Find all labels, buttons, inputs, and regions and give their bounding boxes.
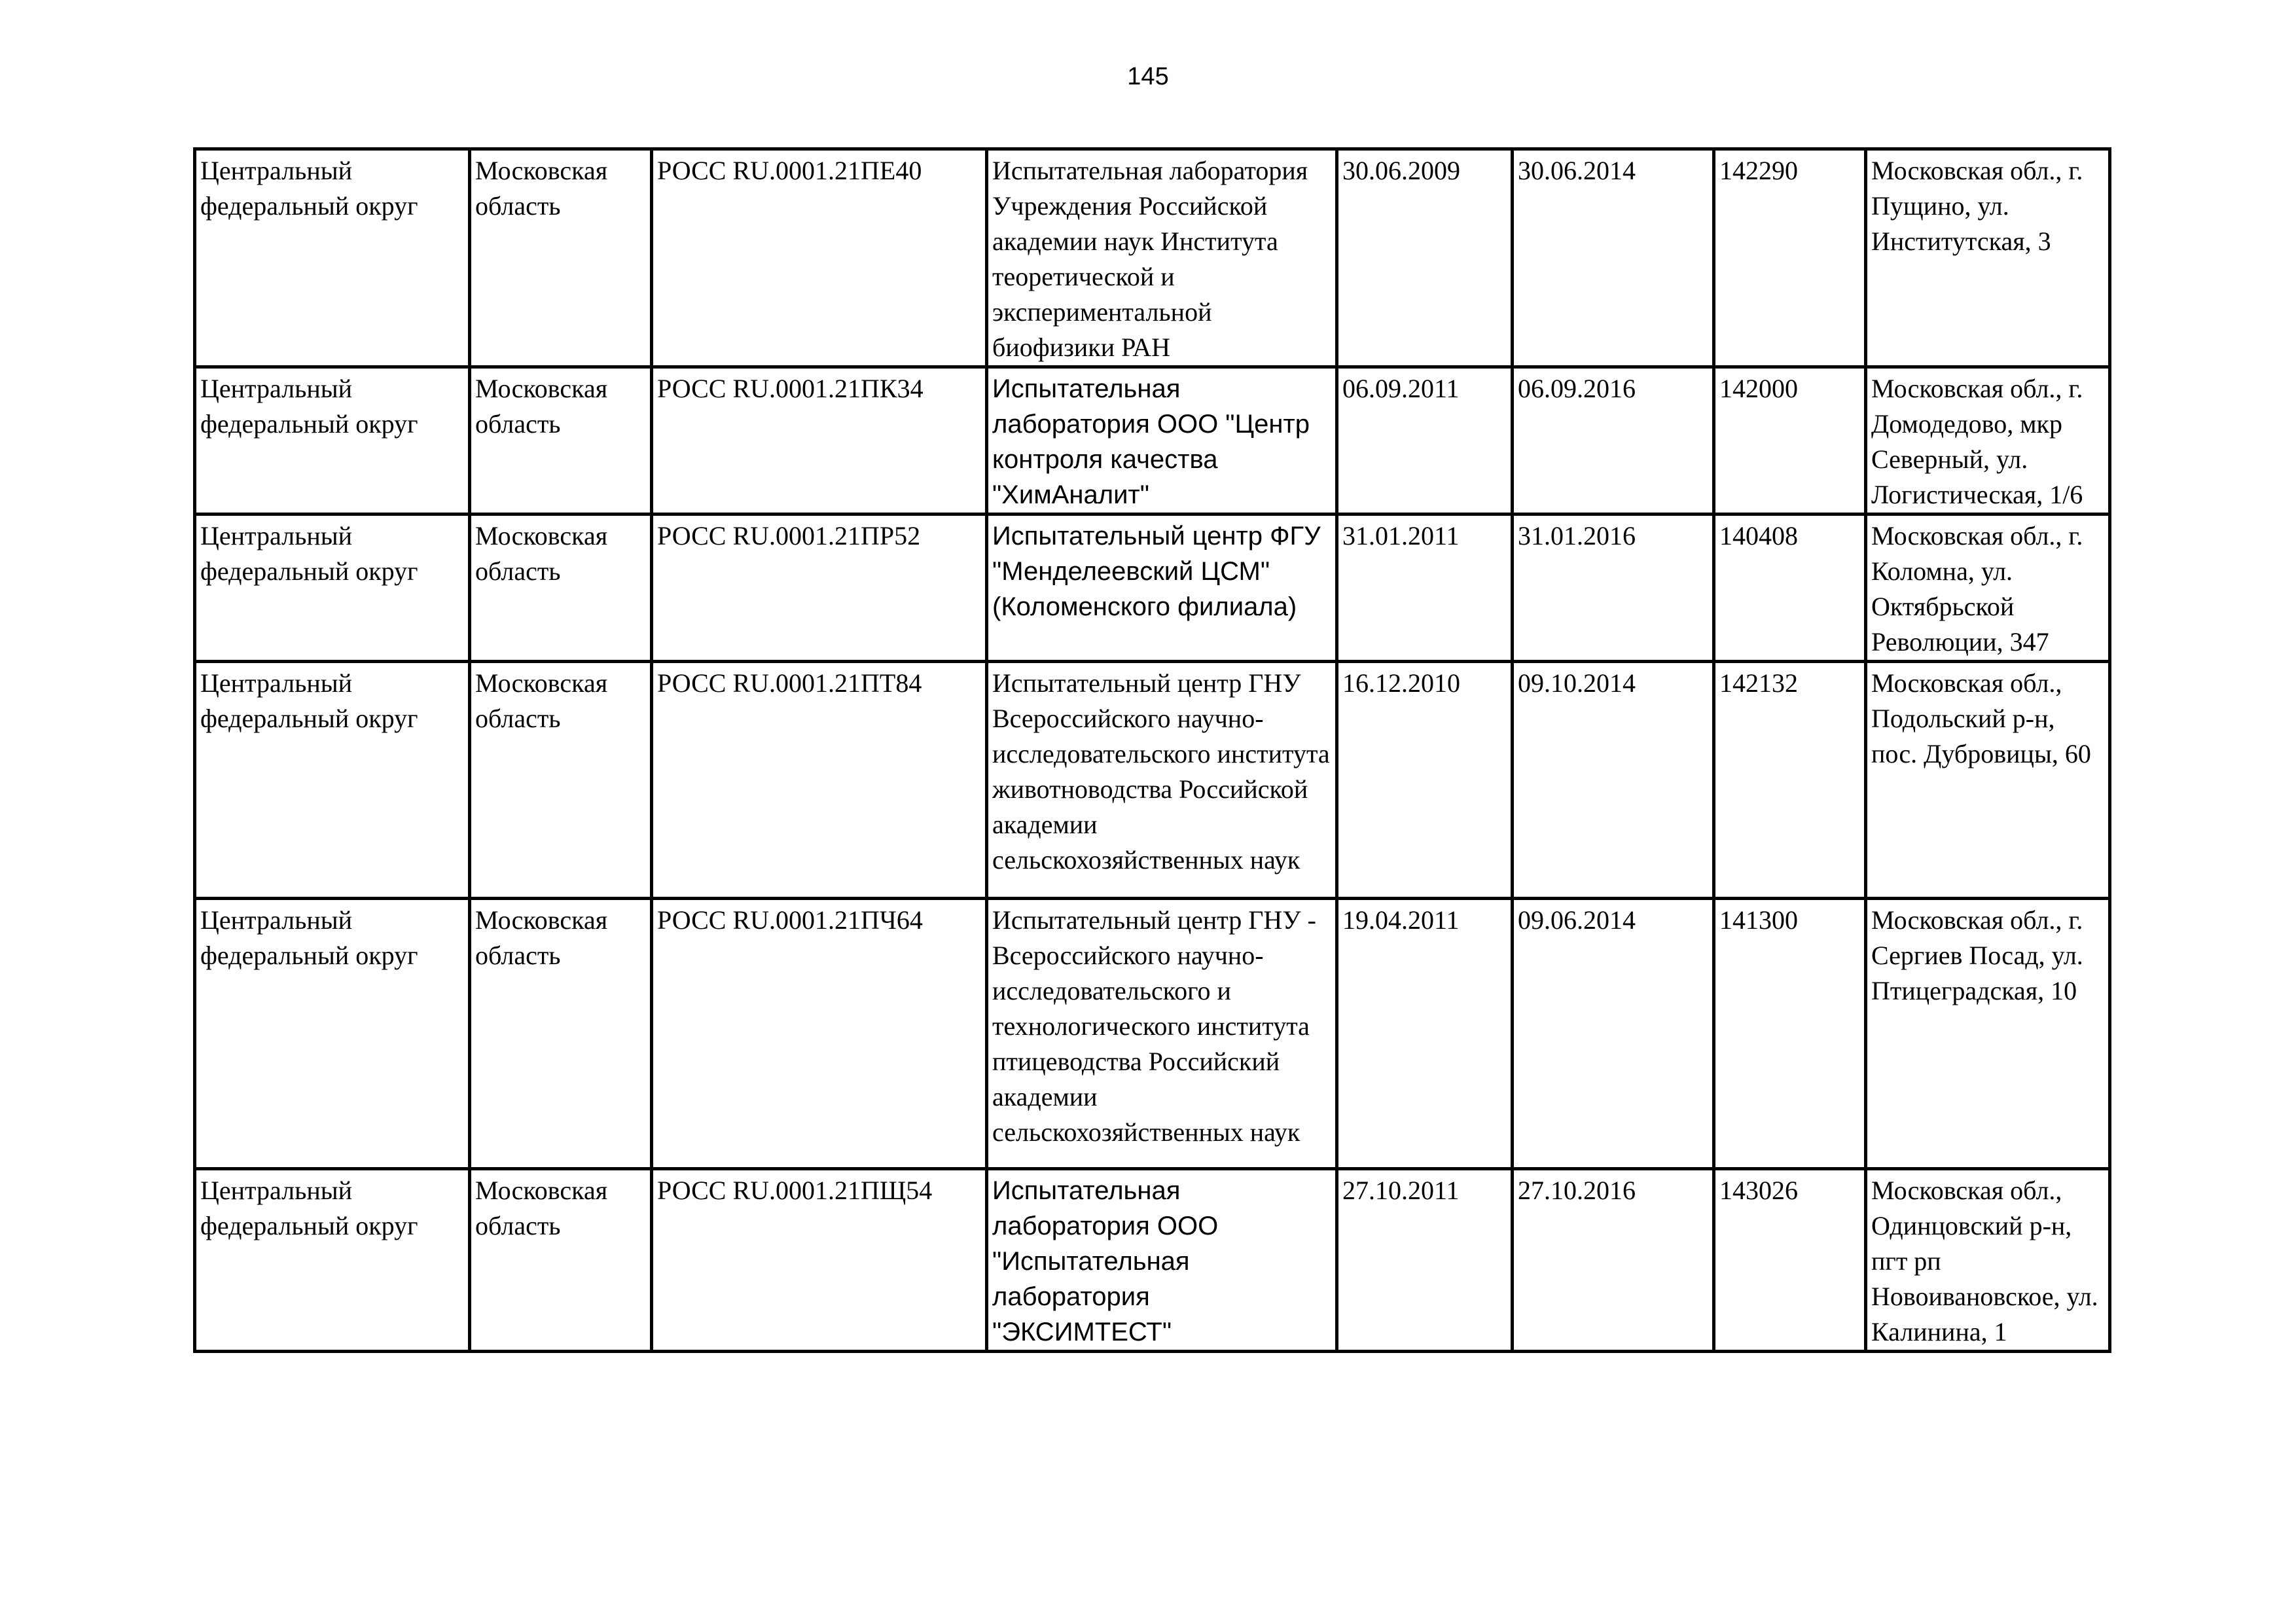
table-row <box>195 899 2110 1169</box>
region-cell: Московская область <box>470 149 652 367</box>
postal-code-cell: 142000 <box>1714 367 1866 514</box>
table-row <box>195 149 2110 367</box>
date-issued-cell: 06.09.2011 <box>1337 367 1513 514</box>
table-row <box>195 367 2110 514</box>
certificate-number-cell: РОСС RU.0001.21ПЧ64 <box>652 899 987 1169</box>
date-issued-cell: 16.12.2010 <box>1337 662 1513 899</box>
date-expires-cell: 31.01.2016 <box>1513 514 1714 662</box>
date-issued-cell: 19.04.2011 <box>1337 899 1513 1169</box>
postal-code-cell: 142290 <box>1714 149 1866 367</box>
address-cell: Московская обл., г. Коломна, ул. Октябрьской Революции, 347 <box>1866 514 2110 662</box>
district-cell: Центральный федеральный округ <box>195 367 470 514</box>
certificate-number-cell: РОСС RU.0001.21ПК34 <box>652 367 987 514</box>
address-cell: Московская обл., г. Пущино, ул. Институтская, 3 <box>1866 149 2110 367</box>
date-expires-cell: 06.09.2016 <box>1513 367 1714 514</box>
address-cell: Московская обл., Подольский р-н, пос. Дубровицы, 60 <box>1866 662 2110 899</box>
date-expires-cell: 30.06.2014 <box>1513 149 1714 367</box>
certificate-number-cell: РОСС RU.0001.21ПТ84 <box>652 662 987 899</box>
postal-code-cell: 141300 <box>1714 899 1866 1169</box>
organization-cell: Испытательная лаборатория ООО "Центр контроля качества "ХимАналит" <box>987 367 1337 514</box>
table-row <box>195 662 2110 899</box>
district-cell: Центральный федеральный округ <box>195 899 470 1169</box>
postal-code-cell: 143026 <box>1714 1169 1866 1352</box>
certificate-number-cell: РОСС RU.0001.21ПР52 <box>652 514 987 662</box>
address-cell: Московская обл., г. Домодедово, мкр Северный, ул. Логистическая, 1/6 <box>1866 367 2110 514</box>
certificate-number-cell: РОСС RU.0001.21ПЕ40 <box>652 149 987 367</box>
date-issued-cell: 30.06.2009 <box>1337 149 1513 367</box>
organization-cell: Испытательный центр ГНУ - Всероссийского научно-исследовательского и технологического института птицеводства Российский академии сельскохозяйственных наук <box>987 899 1337 1169</box>
table-row <box>195 1169 2110 1352</box>
postal-code-cell: 142132 <box>1714 662 1866 899</box>
organization-cell: Испытательный центр ФГУ "Менделеевский ЦСМ" (Коломенского филиала) <box>987 514 1337 662</box>
district-cell: Центральный федеральный округ <box>195 149 470 367</box>
region-cell: Московская область <box>470 1169 652 1352</box>
region-cell: Московская область <box>470 899 652 1169</box>
organization-cell: Испытательная лаборатория Учреждения Российской академии наук Института теоретической и экспериментальной биофизики РАН <box>987 149 1337 367</box>
organization-cell: Испытательная лаборатория ООО "Испытательная лаборатория "ЭКСИМТЕСТ" <box>987 1169 1337 1352</box>
date-expires-cell: 09.06.2014 <box>1513 899 1714 1169</box>
postal-code-cell: 140408 <box>1714 514 1866 662</box>
address-cell: Московская обл., Одинцовский р-н, пгт рп Новоивановское, ул. Калинина, 1 <box>1866 1169 2110 1352</box>
registry-table <box>193 147 2111 1353</box>
organization-cell: Испытательный центр ГНУ Всероссийского научно-исследовательского института животноводства Российской академии сельскохозяйственных наук <box>987 662 1337 899</box>
date-expires-cell: 09.10.2014 <box>1513 662 1714 899</box>
date-issued-cell: 27.10.2011 <box>1337 1169 1513 1352</box>
date-issued-cell: 31.01.2011 <box>1337 514 1513 662</box>
date-expires-cell: 27.10.2016 <box>1513 1169 1714 1352</box>
table-row <box>195 514 2110 662</box>
district-cell: Центральный федеральный округ <box>195 662 470 899</box>
address-cell: Московская обл., г. Сергиев Посад, ул. Птицеградская, 10 <box>1866 899 2110 1169</box>
district-cell: Центральный федеральный округ <box>195 514 470 662</box>
page-number: 145 <box>1127 63 1169 90</box>
district-cell: Центральный федеральный округ <box>195 1169 470 1352</box>
region-cell: Московская область <box>470 662 652 899</box>
region-cell: Московская область <box>470 514 652 662</box>
certificate-number-cell: РОСС RU.0001.21ПЩ54 <box>652 1169 987 1352</box>
region-cell: Московская область <box>470 367 652 514</box>
